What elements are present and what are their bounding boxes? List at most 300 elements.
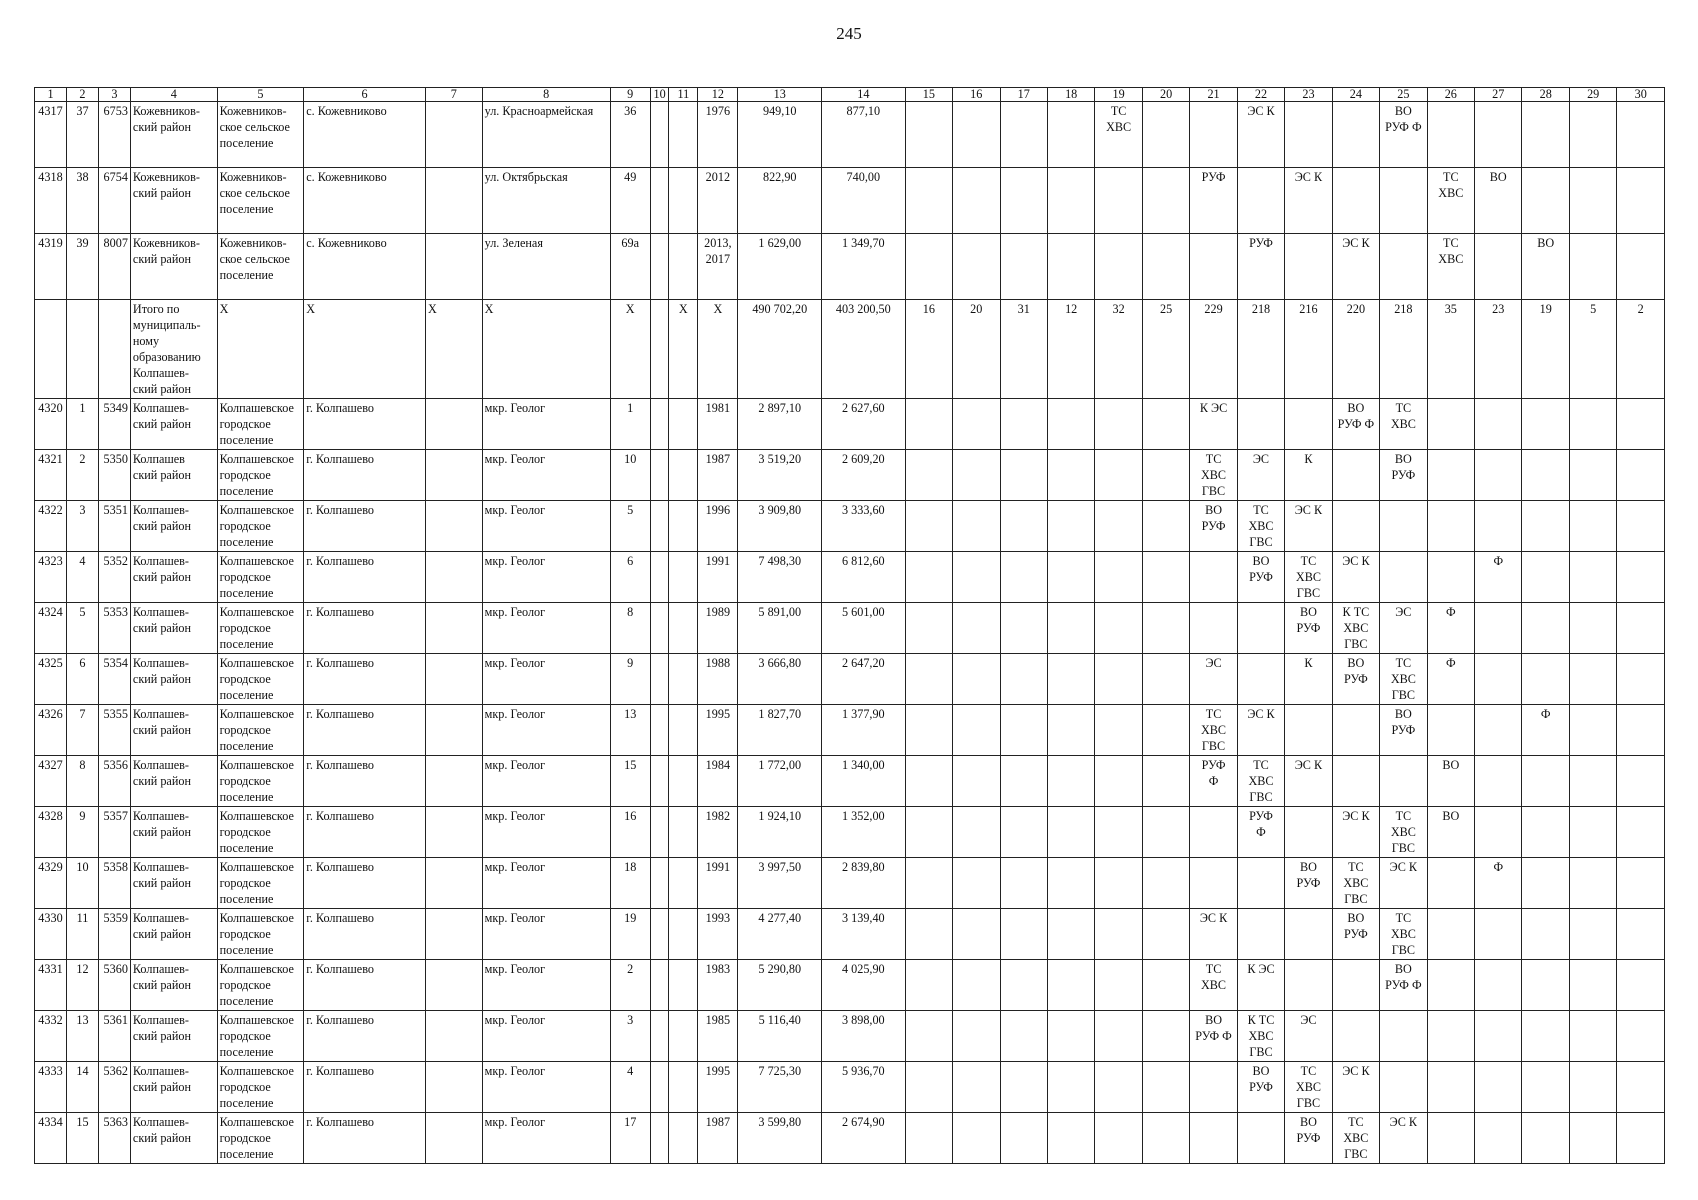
column-10-cell bbox=[650, 552, 669, 603]
work-type-cell-15 bbox=[905, 102, 952, 168]
work-type-cell-29 bbox=[1569, 450, 1616, 501]
year-cell: 1983 bbox=[698, 960, 738, 1011]
total-area-cell: 3 997,50 bbox=[738, 858, 822, 909]
district-cell: Колпашев- ский район bbox=[130, 1011, 217, 1062]
work-type-cell-21: ТС ХВС ГВС bbox=[1190, 705, 1237, 756]
year-cell: 1993 bbox=[698, 909, 738, 960]
work-type-cell-18 bbox=[1047, 501, 1094, 552]
house-number-cell: 5 bbox=[610, 501, 650, 552]
work-type-cell-27 bbox=[1475, 501, 1522, 552]
work-type-cell-18 bbox=[1047, 552, 1094, 603]
table-row bbox=[35, 300, 1665, 399]
work-type-cell-23 bbox=[1285, 102, 1332, 168]
work-type-cell-26 bbox=[1427, 1113, 1474, 1164]
work-type-cell-20 bbox=[1142, 552, 1189, 603]
object-id: 5351 bbox=[98, 501, 130, 552]
work-type-cell-22: ТС ХВС ГВС bbox=[1237, 756, 1284, 807]
work-type-cell-28 bbox=[1522, 858, 1569, 909]
work-type-cell-16 bbox=[953, 858, 1000, 909]
local-number: 14 bbox=[66, 1062, 98, 1113]
column-7-cell bbox=[425, 399, 482, 450]
column-11-cell bbox=[669, 909, 698, 960]
work-type-cell-18 bbox=[1047, 807, 1094, 858]
column-number-header bbox=[35, 88, 1665, 102]
total-area-cell: 3 599,80 bbox=[738, 1113, 822, 1164]
work-type-cell-16 bbox=[953, 1113, 1000, 1164]
work-type-cell-26: ВО bbox=[1427, 807, 1474, 858]
work-type-cell-23: ВО РУФ bbox=[1285, 858, 1332, 909]
work-type-cell-25 bbox=[1380, 1011, 1427, 1062]
work-type-cell-26 bbox=[1427, 909, 1474, 960]
locality-cell: с. Кожевниково bbox=[304, 168, 426, 234]
house-number-cell: 49 bbox=[610, 168, 650, 234]
work-type-cell-27 bbox=[1475, 1011, 1522, 1062]
column-11-cell bbox=[669, 603, 698, 654]
street-cell: мкр. Геолог bbox=[482, 654, 610, 705]
house-number-cell: 18 bbox=[610, 858, 650, 909]
work-type-cell-16 bbox=[953, 168, 1000, 234]
work-type-cell-26 bbox=[1427, 1062, 1474, 1113]
work-type-cell-29 bbox=[1569, 705, 1616, 756]
work-type-cell-22: ЭС К bbox=[1237, 705, 1284, 756]
work-type-cell-16: 20 bbox=[953, 300, 1000, 399]
work-type-cell-18 bbox=[1047, 603, 1094, 654]
work-type-cell-20 bbox=[1142, 807, 1189, 858]
district-cell: Колпашев- ский район bbox=[130, 603, 217, 654]
work-type-cell-25 bbox=[1380, 756, 1427, 807]
record-number: 4328 bbox=[35, 807, 67, 858]
work-type-cell-20 bbox=[1142, 399, 1189, 450]
settlement-cell: Колпашевское городское поселение bbox=[217, 807, 304, 858]
house-number-cell: 4 bbox=[610, 1062, 650, 1113]
work-type-cell-27 bbox=[1475, 960, 1522, 1011]
table-row bbox=[35, 603, 1665, 654]
column-11-cell bbox=[669, 501, 698, 552]
work-type-cell-20 bbox=[1142, 858, 1189, 909]
work-type-cell-24 bbox=[1332, 960, 1379, 1011]
work-type-cell-25: ЭС bbox=[1380, 603, 1427, 654]
total-area-cell: 1 629,00 bbox=[738, 234, 822, 300]
work-type-cell-19 bbox=[1095, 501, 1142, 552]
work-type-cell-24 bbox=[1332, 705, 1379, 756]
work-type-cell-26 bbox=[1427, 450, 1474, 501]
record-number: 4333 bbox=[35, 1062, 67, 1113]
work-type-cell-18 bbox=[1047, 705, 1094, 756]
work-type-cell-15 bbox=[905, 399, 952, 450]
house-number-cell: 15 bbox=[610, 756, 650, 807]
work-type-cell-16 bbox=[953, 1011, 1000, 1062]
work-type-cell-25: ВО РУФ bbox=[1380, 705, 1427, 756]
work-type-cell-16 bbox=[953, 1062, 1000, 1113]
total-area-cell: 1 924,10 bbox=[738, 807, 822, 858]
work-type-cell-15 bbox=[905, 501, 952, 552]
work-type-cell-28 bbox=[1522, 1011, 1569, 1062]
local-number bbox=[66, 300, 98, 399]
living-area-cell: 2 627,60 bbox=[822, 399, 906, 450]
work-type-cell-24: 220 bbox=[1332, 300, 1379, 399]
work-type-cell-19 bbox=[1095, 909, 1142, 960]
work-type-cell-18 bbox=[1047, 399, 1094, 450]
work-type-cell-22: ЭС bbox=[1237, 450, 1284, 501]
work-type-cell-29 bbox=[1569, 1062, 1616, 1113]
work-type-cell-28 bbox=[1522, 960, 1569, 1011]
work-type-cell-23: ТС ХВС ГВС bbox=[1285, 1062, 1332, 1113]
work-type-cell-27 bbox=[1475, 654, 1522, 705]
work-type-cell-26 bbox=[1427, 552, 1474, 603]
work-type-cell-24: ТС ХВС ГВС bbox=[1332, 1113, 1379, 1164]
locality-cell: г. Колпашево bbox=[304, 909, 426, 960]
record-number: 4317 bbox=[35, 102, 67, 168]
work-type-cell-24: ЭС К bbox=[1332, 807, 1379, 858]
object-id: 5361 bbox=[98, 1011, 130, 1062]
column-10-cell bbox=[650, 450, 669, 501]
column-10-cell bbox=[650, 234, 669, 300]
locality-cell: с. Кожевниково bbox=[304, 234, 426, 300]
district-cell: Колпашев- ский район bbox=[130, 756, 217, 807]
work-type-cell-16 bbox=[953, 450, 1000, 501]
column-10-cell bbox=[650, 1062, 669, 1113]
street-cell: мкр. Геолог bbox=[482, 552, 610, 603]
work-type-cell-15: 16 bbox=[905, 300, 952, 399]
column-11-cell bbox=[669, 552, 698, 603]
work-type-cell-15 bbox=[905, 603, 952, 654]
local-number: 5 bbox=[66, 603, 98, 654]
work-type-cell-25: ТС ХВС ГВС bbox=[1380, 909, 1427, 960]
work-type-cell-24 bbox=[1332, 756, 1379, 807]
living-area-cell: 403 200,50 bbox=[822, 300, 906, 399]
street-cell: мкр. Геолог bbox=[482, 450, 610, 501]
work-type-cell-16 bbox=[953, 756, 1000, 807]
district-cell: Колпашев- ский район bbox=[130, 501, 217, 552]
district-cell: Колпашев- ский район bbox=[130, 654, 217, 705]
work-type-cell-30 bbox=[1617, 705, 1665, 756]
work-type-cell-27 bbox=[1475, 399, 1522, 450]
work-type-cell-22: ЭС К bbox=[1237, 102, 1284, 168]
work-type-cell-15 bbox=[905, 552, 952, 603]
object-id: 5352 bbox=[98, 552, 130, 603]
column-header: 12 bbox=[698, 88, 738, 102]
work-type-cell-19 bbox=[1095, 1011, 1142, 1062]
work-type-cell-29 bbox=[1569, 756, 1616, 807]
work-type-cell-28 bbox=[1522, 1113, 1569, 1164]
work-type-cell-29 bbox=[1569, 1011, 1616, 1062]
work-type-cell-29 bbox=[1569, 858, 1616, 909]
work-type-cell-23: К bbox=[1285, 654, 1332, 705]
street-cell: мкр. Геолог bbox=[482, 807, 610, 858]
work-type-cell-19 bbox=[1095, 756, 1142, 807]
work-type-cell-22 bbox=[1237, 603, 1284, 654]
district-cell: Итого по муниципаль- ному образованию Колпашев- ский район bbox=[130, 300, 217, 399]
housing-register-table bbox=[34, 87, 1665, 1164]
work-type-cell-24: ЭС К bbox=[1332, 234, 1379, 300]
record-number: 4327 bbox=[35, 756, 67, 807]
street-cell: мкр. Геолог bbox=[482, 1062, 610, 1113]
street-cell: мкр. Геолог bbox=[482, 858, 610, 909]
work-type-cell-23: 216 bbox=[1285, 300, 1332, 399]
work-type-cell-29 bbox=[1569, 234, 1616, 300]
work-type-cell-15 bbox=[905, 807, 952, 858]
total-area-cell: 2 897,10 bbox=[738, 399, 822, 450]
settlement-cell: Колпашевское городское поселение bbox=[217, 756, 304, 807]
year-cell: 1976 bbox=[698, 102, 738, 168]
work-type-cell-23 bbox=[1285, 807, 1332, 858]
locality-cell: X bbox=[304, 300, 426, 399]
year-cell: 2012 bbox=[698, 168, 738, 234]
work-type-cell-20 bbox=[1142, 501, 1189, 552]
work-type-cell-19 bbox=[1095, 1062, 1142, 1113]
work-type-cell-19 bbox=[1095, 450, 1142, 501]
work-type-cell-19 bbox=[1095, 399, 1142, 450]
local-number: 4 bbox=[66, 552, 98, 603]
work-type-cell-30 bbox=[1617, 807, 1665, 858]
column-7-cell bbox=[425, 705, 482, 756]
work-type-cell-24 bbox=[1332, 501, 1379, 552]
work-type-cell-25: ВО РУФ Ф bbox=[1380, 960, 1427, 1011]
district-cell: Кожевников- ский район bbox=[130, 168, 217, 234]
local-number: 11 bbox=[66, 909, 98, 960]
table-row bbox=[35, 654, 1665, 705]
column-header: 16 bbox=[953, 88, 1000, 102]
district-cell: Колпашев- ский район bbox=[130, 807, 217, 858]
work-type-cell-15 bbox=[905, 960, 952, 1011]
work-type-cell-21: К ЭС bbox=[1190, 399, 1237, 450]
district-cell: Колпашев- ский район bbox=[130, 1062, 217, 1113]
settlement-cell: Кожевников- ское сельское поселение bbox=[217, 168, 304, 234]
work-type-cell-19 bbox=[1095, 603, 1142, 654]
house-number-cell: 9 bbox=[610, 654, 650, 705]
living-area-cell: 1 340,00 bbox=[822, 756, 906, 807]
work-type-cell-28 bbox=[1522, 399, 1569, 450]
work-type-cell-23 bbox=[1285, 399, 1332, 450]
locality-cell: г. Колпашево bbox=[304, 858, 426, 909]
work-type-cell-24: К ТС ХВС ГВС bbox=[1332, 603, 1379, 654]
table-row bbox=[35, 858, 1665, 909]
work-type-cell-21: ЭС К bbox=[1190, 909, 1237, 960]
street-cell: мкр. Геолог bbox=[482, 960, 610, 1011]
work-type-cell-28 bbox=[1522, 102, 1569, 168]
work-type-cell-18 bbox=[1047, 960, 1094, 1011]
total-area-cell: 4 277,40 bbox=[738, 909, 822, 960]
work-type-cell-23: ЭС К bbox=[1285, 501, 1332, 552]
locality-cell: г. Колпашево bbox=[304, 501, 426, 552]
column-11-cell bbox=[669, 450, 698, 501]
column-7-cell bbox=[425, 552, 482, 603]
column-header: 6 bbox=[304, 88, 426, 102]
work-type-cell-19: ТС ХВС bbox=[1095, 102, 1142, 168]
column-7-cell bbox=[425, 1062, 482, 1113]
street-cell: мкр. Геолог bbox=[482, 501, 610, 552]
local-number: 37 bbox=[66, 102, 98, 168]
work-type-cell-25 bbox=[1380, 1062, 1427, 1113]
column-11-cell bbox=[669, 807, 698, 858]
work-type-cell-25 bbox=[1380, 234, 1427, 300]
total-area-cell: 1 772,00 bbox=[738, 756, 822, 807]
work-type-cell-29 bbox=[1569, 501, 1616, 552]
district-cell: Колпашев- ский район bbox=[130, 399, 217, 450]
settlement-cell: Колпашевское городское поселение bbox=[217, 858, 304, 909]
work-type-cell-18 bbox=[1047, 1113, 1094, 1164]
work-type-cell-28 bbox=[1522, 807, 1569, 858]
work-type-cell-27: Ф bbox=[1475, 552, 1522, 603]
work-type-cell-20 bbox=[1142, 654, 1189, 705]
table-row bbox=[35, 450, 1665, 501]
work-type-cell-18 bbox=[1047, 1062, 1094, 1113]
work-type-cell-16 bbox=[953, 807, 1000, 858]
street-cell: мкр. Геолог bbox=[482, 1011, 610, 1062]
work-type-cell-22: ВО РУФ bbox=[1237, 1062, 1284, 1113]
work-type-cell-17 bbox=[1000, 501, 1047, 552]
living-area-cell: 4 025,90 bbox=[822, 960, 906, 1011]
locality-cell: г. Колпашево bbox=[304, 654, 426, 705]
work-type-cell-25: ВО РУФ bbox=[1380, 450, 1427, 501]
record-number: 4324 bbox=[35, 603, 67, 654]
district-cell: Кожевников- ский район bbox=[130, 102, 217, 168]
work-type-cell-30 bbox=[1617, 960, 1665, 1011]
column-7-cell bbox=[425, 450, 482, 501]
work-type-cell-16 bbox=[953, 102, 1000, 168]
work-type-cell-26: ТС ХВС bbox=[1427, 234, 1474, 300]
work-type-cell-21: РУФ bbox=[1190, 168, 1237, 234]
local-number: 7 bbox=[66, 705, 98, 756]
work-type-cell-30 bbox=[1617, 654, 1665, 705]
work-type-cell-19 bbox=[1095, 1113, 1142, 1164]
work-type-cell-28 bbox=[1522, 501, 1569, 552]
year-cell: 1982 bbox=[698, 807, 738, 858]
column-header: 8 bbox=[482, 88, 610, 102]
work-type-cell-27 bbox=[1475, 450, 1522, 501]
work-type-cell-29: 5 bbox=[1569, 300, 1616, 399]
work-type-cell-16 bbox=[953, 960, 1000, 1011]
work-type-cell-23: ЭС bbox=[1285, 1011, 1332, 1062]
column-10-cell bbox=[650, 654, 669, 705]
work-type-cell-25: ЭС К bbox=[1380, 1113, 1427, 1164]
work-type-cell-19 bbox=[1095, 168, 1142, 234]
work-type-cell-16 bbox=[953, 603, 1000, 654]
local-number: 38 bbox=[66, 168, 98, 234]
work-type-cell-28 bbox=[1522, 603, 1569, 654]
work-type-cell-27: 23 bbox=[1475, 300, 1522, 399]
work-type-cell-25 bbox=[1380, 501, 1427, 552]
work-type-cell-25 bbox=[1380, 552, 1427, 603]
local-number: 39 bbox=[66, 234, 98, 300]
work-type-cell-21 bbox=[1190, 807, 1237, 858]
column-header: 1 bbox=[35, 88, 67, 102]
work-type-cell-27 bbox=[1475, 603, 1522, 654]
column-header: 4 bbox=[130, 88, 217, 102]
work-type-cell-17: 31 bbox=[1000, 300, 1047, 399]
work-type-cell-24 bbox=[1332, 1011, 1379, 1062]
column-10-cell bbox=[650, 756, 669, 807]
house-number-cell: 19 bbox=[610, 909, 650, 960]
work-type-cell-20 bbox=[1142, 909, 1189, 960]
locality-cell: г. Колпашево bbox=[304, 960, 426, 1011]
work-type-cell-21 bbox=[1190, 1113, 1237, 1164]
record-number: 4330 bbox=[35, 909, 67, 960]
work-type-cell-16 bbox=[953, 399, 1000, 450]
work-type-cell-21 bbox=[1190, 552, 1237, 603]
settlement-cell: Колпашевское городское поселение bbox=[217, 399, 304, 450]
settlement-cell: Колпашевское городское поселение bbox=[217, 1011, 304, 1062]
work-type-cell-22 bbox=[1237, 909, 1284, 960]
work-type-cell-25: ТС ХВС ГВС bbox=[1380, 654, 1427, 705]
work-type-cell-30 bbox=[1617, 858, 1665, 909]
work-type-cell-20 bbox=[1142, 960, 1189, 1011]
work-type-cell-27 bbox=[1475, 102, 1522, 168]
column-header: 3 bbox=[98, 88, 130, 102]
column-7-cell bbox=[425, 603, 482, 654]
year-cell: 1985 bbox=[698, 1011, 738, 1062]
work-type-cell-18 bbox=[1047, 168, 1094, 234]
total-area-cell: 490 702,20 bbox=[738, 300, 822, 399]
work-type-cell-29 bbox=[1569, 603, 1616, 654]
column-header: 18 bbox=[1047, 88, 1094, 102]
work-type-cell-27 bbox=[1475, 705, 1522, 756]
year-cell: 2013, 2017 bbox=[698, 234, 738, 300]
street-cell: мкр. Геолог bbox=[482, 705, 610, 756]
total-area-cell: 949,10 bbox=[738, 102, 822, 168]
work-type-cell-15 bbox=[905, 1011, 952, 1062]
local-number: 10 bbox=[66, 858, 98, 909]
work-type-cell-20 bbox=[1142, 705, 1189, 756]
locality-cell: г. Колпашево bbox=[304, 1113, 426, 1164]
street-cell: ул. Октябрьская bbox=[482, 168, 610, 234]
work-type-cell-15 bbox=[905, 756, 952, 807]
district-cell: Колпашев ский район bbox=[130, 450, 217, 501]
work-type-cell-17 bbox=[1000, 603, 1047, 654]
work-type-cell-27 bbox=[1475, 807, 1522, 858]
work-type-cell-24 bbox=[1332, 450, 1379, 501]
work-type-cell-28: Ф bbox=[1522, 705, 1569, 756]
column-10-cell bbox=[650, 960, 669, 1011]
column-10-cell bbox=[650, 1113, 669, 1164]
local-number: 3 bbox=[66, 501, 98, 552]
table-row bbox=[35, 168, 1665, 234]
work-type-cell-29 bbox=[1569, 399, 1616, 450]
work-type-cell-30 bbox=[1617, 1113, 1665, 1164]
column-10-cell bbox=[650, 102, 669, 168]
work-type-cell-24: ЭС К bbox=[1332, 1062, 1379, 1113]
work-type-cell-30 bbox=[1617, 399, 1665, 450]
work-type-cell-17 bbox=[1000, 234, 1047, 300]
local-number: 15 bbox=[66, 1113, 98, 1164]
object-id: 5350 bbox=[98, 450, 130, 501]
column-7-cell bbox=[425, 807, 482, 858]
column-7-cell bbox=[425, 1011, 482, 1062]
table-row bbox=[35, 705, 1665, 756]
work-type-cell-22 bbox=[1237, 654, 1284, 705]
work-type-cell-17 bbox=[1000, 756, 1047, 807]
work-type-cell-27 bbox=[1475, 756, 1522, 807]
column-7-cell bbox=[425, 960, 482, 1011]
record-number: 4326 bbox=[35, 705, 67, 756]
object-id: 5358 bbox=[98, 858, 130, 909]
table-row bbox=[35, 552, 1665, 603]
record-number: 4332 bbox=[35, 1011, 67, 1062]
living-area-cell: 3 333,60 bbox=[822, 501, 906, 552]
work-type-cell-17 bbox=[1000, 807, 1047, 858]
living-area-cell: 2 609,20 bbox=[822, 450, 906, 501]
settlement-cell: Колпашевское городское поселение bbox=[217, 1113, 304, 1164]
column-11-cell bbox=[669, 858, 698, 909]
column-10-cell bbox=[650, 858, 669, 909]
work-type-cell-16 bbox=[953, 234, 1000, 300]
work-type-cell-29 bbox=[1569, 1113, 1616, 1164]
column-7-cell bbox=[425, 168, 482, 234]
table-row bbox=[35, 1011, 1665, 1062]
table-row bbox=[35, 909, 1665, 960]
column-7-cell: X bbox=[425, 300, 482, 399]
house-number-cell: 1 bbox=[610, 399, 650, 450]
